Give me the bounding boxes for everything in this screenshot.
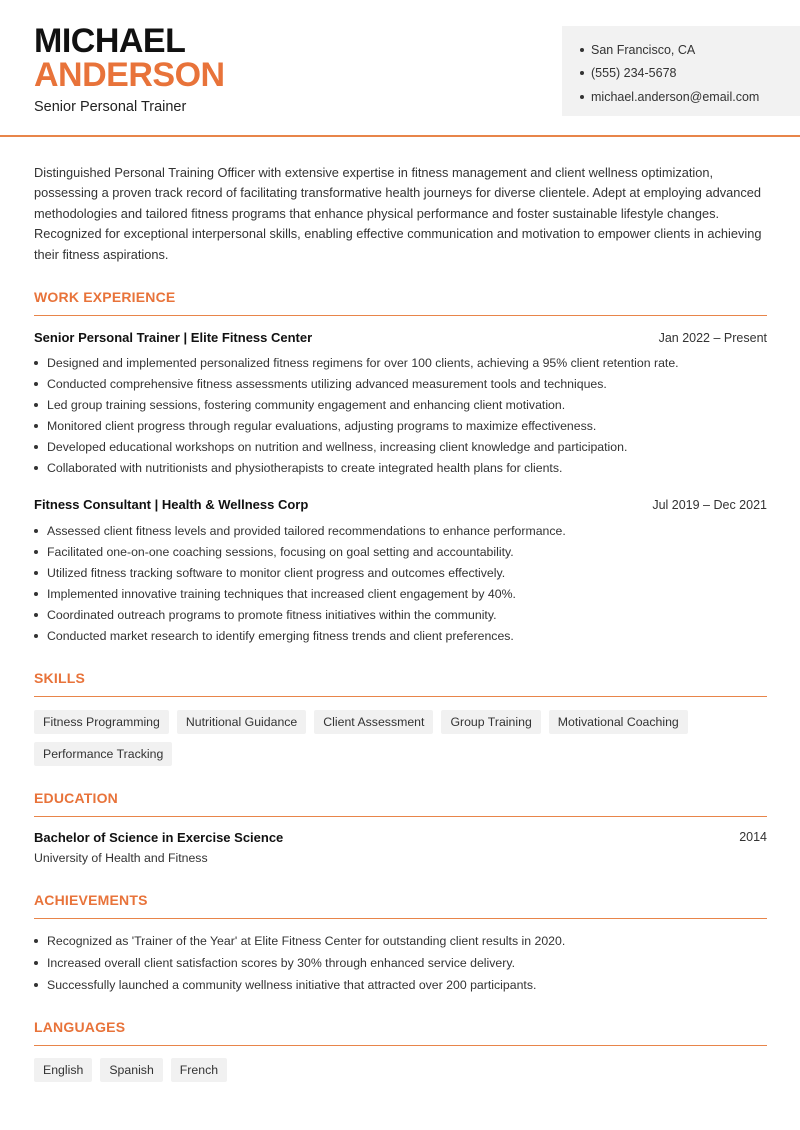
section-divider — [34, 918, 767, 919]
language-tag: English — [34, 1058, 92, 1082]
bullet-icon — [34, 571, 38, 575]
bullet-icon — [34, 592, 38, 596]
skill-tag: Performance Tracking — [34, 742, 172, 766]
list-item-text: Monitored client progress through regular evaluations, adjusting programs to maximize effectiveness. — [47, 418, 597, 433]
graduation-year: 2014 — [739, 830, 767, 844]
list-item-text: Recognized as 'Trainer of the Year' at Elite Fitness Center for outstanding client results in 2020. — [47, 934, 566, 948]
section-title-achievements: ACHIEVEMENTS — [34, 892, 148, 908]
section-divider — [34, 315, 767, 316]
bullet-icon — [34, 382, 38, 386]
list-item — [34, 562, 774, 583]
list-item — [34, 974, 774, 996]
bullet-icon — [34, 939, 38, 943]
skill-tag: Fitness Programming — [34, 710, 169, 734]
list-item-text: Conducted comprehensive fitness assessments utilizing advanced measurement tools and techniques. — [47, 376, 607, 391]
achievements-list — [34, 930, 774, 996]
skill-tag: Client Assessment — [314, 710, 433, 734]
contact-box — [562, 26, 800, 116]
list-item — [34, 415, 774, 436]
list-item-text: Conducted market research to identify emerging fitness trends and client preferences. — [47, 629, 514, 644]
list-item — [34, 352, 774, 373]
contact-email[interactable] — [580, 85, 800, 109]
contact-phone — [580, 62, 800, 86]
list-item-text: Developed educational workshops on nutrition and wellness, increasing client knowledge and participation. — [47, 439, 628, 454]
list-item-text: Implemented innovative training techniques that increased client engagement by 40%. — [47, 586, 516, 601]
language-tag: French — [171, 1058, 227, 1082]
job-header — [34, 330, 767, 345]
contact-location-text: San Francisco, CA — [591, 42, 696, 57]
section-divider — [34, 696, 767, 697]
skills-tag-list — [34, 710, 774, 766]
bullet-icon — [34, 634, 38, 638]
list-item — [34, 583, 774, 604]
job-title: Senior Personal Trainer — [34, 99, 187, 115]
list-item-text: Coordinated outreach programs to promote fitness initiatives within the community. — [47, 607, 497, 622]
section-title-languages: LANGUAGES — [34, 1019, 126, 1035]
skill-tag: Group Training — [441, 710, 540, 734]
list-item-text: Collaborated with nutritionists and physiotherapists to create integrated health plans for clients. — [47, 461, 563, 476]
job-role: Senior Personal Trainer | Elite Fitness Center — [34, 330, 313, 345]
list-item — [34, 373, 774, 394]
job-header — [34, 497, 767, 512]
bullet-icon — [34, 445, 38, 449]
job-bullet-list — [34, 352, 774, 479]
school-name: University of Health and Fitness — [34, 851, 208, 865]
list-item-text: Led group training sessions, fostering community engagement and enhancing client motivation. — [47, 397, 566, 412]
list-item — [34, 457, 774, 478]
bullet-icon — [34, 361, 38, 365]
job-bullet-list — [34, 520, 774, 647]
list-item — [34, 952, 774, 974]
list-item-text: Increased overall client satisfaction scores by 30% through enhanced service delivery. — [47, 956, 515, 970]
bullet-icon — [34, 961, 38, 965]
job-dates: Jul 2019 – Dec 2021 — [652, 497, 767, 512]
professional-summary: Distinguished Personal Training Officer with extensive expertise in fitness management and client wellness optimization, possessing a proven track record of facilitating transformative health journeys for diverse clientele. Adept at employing advanced methodologies and tailored fitness programs that enhance physical performance and foster sustainable lifestyle changes. Recognized for exceptional interpersonal skills, enabling effective communication and motivation to empower clients in achieving their fitness aspirations. — [34, 165, 762, 262]
bullet-icon — [580, 48, 584, 52]
list-item — [34, 394, 774, 415]
section-divider — [34, 1045, 767, 1046]
bullet-icon — [34, 424, 38, 428]
skill-tag: Nutritional Guidance — [177, 710, 306, 734]
job-dates: Jan 2022 – Present — [658, 330, 767, 345]
list-item — [34, 541, 774, 562]
contact-location — [580, 38, 800, 62]
degree-name: Bachelor of Science in Exercise Science — [34, 830, 284, 845]
section-divider — [34, 816, 767, 817]
list-item-text: Facilitated one-on-one coaching sessions, focusing on goal setting and accountability. — [47, 544, 514, 559]
bullet-icon — [34, 403, 38, 407]
skill-tag: Motivational Coaching — [549, 710, 688, 734]
list-item — [34, 930, 774, 952]
list-item — [34, 625, 774, 646]
bullet-icon — [580, 95, 584, 99]
bullet-icon — [34, 466, 38, 470]
list-item-text: Utilized fitness tracking software to monitor client progress and outcomes effectively. — [47, 565, 506, 580]
first-name: MICHAEL — [34, 22, 186, 60]
bullet-icon — [34, 550, 38, 554]
list-item-text: Assessed client fitness levels and provided tailored recommendations to enhance performance. — [47, 523, 566, 538]
list-item — [34, 520, 774, 541]
bullet-icon — [34, 613, 38, 617]
resume-header — [0, 0, 800, 137]
job-role: Fitness Consultant | Health & Wellness Corp — [34, 497, 309, 512]
section-title-education: EDUCATION — [34, 790, 118, 806]
contact-phone-text: (555) 234-5678 — [591, 66, 677, 81]
list-item-text: Successfully launched a community wellness initiative that attracted over 200 participants. — [47, 978, 537, 992]
list-item — [34, 604, 774, 625]
list-item — [34, 436, 774, 457]
bullet-icon — [34, 983, 38, 987]
section-title-skills: SKILLS — [34, 670, 85, 686]
education-header — [34, 830, 767, 845]
bullet-icon — [34, 529, 38, 533]
last-name: ANDERSON — [34, 56, 225, 94]
list-item-text: Designed and implemented personalized fitness regimens for over 100 clients, achieving a 95% client retention rate. — [47, 355, 679, 370]
section-title-work-experience: WORK EXPERIENCE — [34, 289, 176, 305]
language-tag: Spanish — [100, 1058, 162, 1082]
bullet-icon — [580, 71, 584, 75]
contact-email-text[interactable]: michael.anderson@email.com — [591, 89, 760, 104]
languages-tag-list — [34, 1058, 774, 1082]
